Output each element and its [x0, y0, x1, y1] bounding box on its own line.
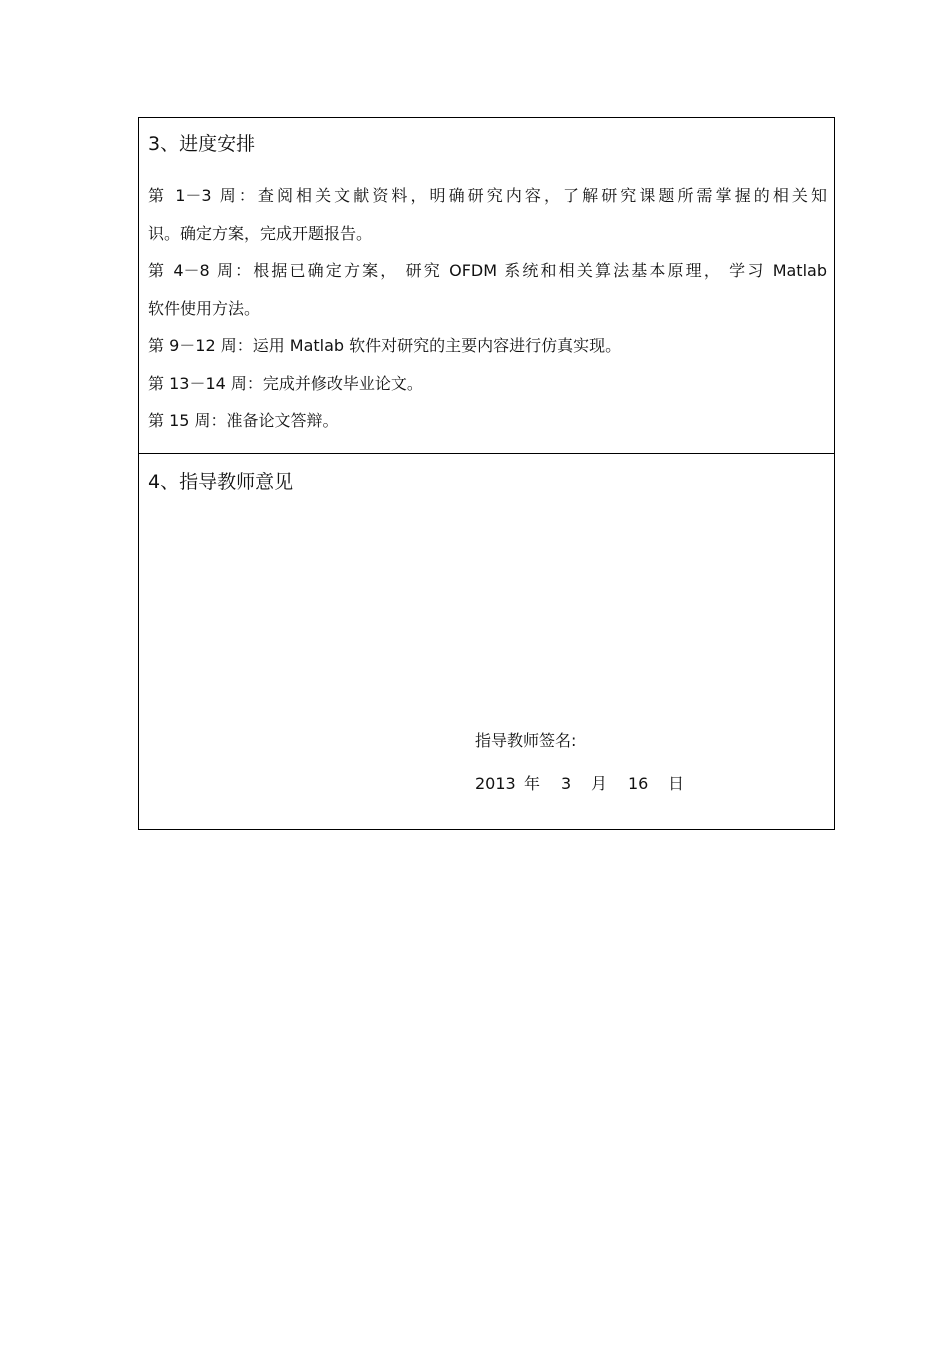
schedule-line: 第 13－14 周：完成并修改毕业论文。	[148, 374, 423, 393]
date-day-unit: 日	[668, 774, 685, 793]
schedule-heading: 3、进度安排	[148, 133, 256, 155]
schedule-line: 第 4－8 周：根据已确定方案， 研究 OFDM 系统和相关算法基本原理， 学习 Matlab	[148, 261, 827, 280]
date-month: 3	[561, 774, 572, 793]
schedule-section	[139, 118, 834, 454]
signature-label: 指导教师签名:	[475, 731, 577, 750]
form-table	[138, 117, 835, 830]
opinion-heading: 4、指导教师意见	[148, 471, 294, 493]
schedule-line: 第 15 周：准备论文答辩。	[148, 411, 339, 430]
advisor-opinion-section	[139, 454, 834, 829]
schedule-line: 识。确定方案，完成开题报告。	[148, 224, 373, 243]
schedule-line: 第 9－12 周：运用 Matlab 软件对研究的主要内容进行仿真实现。	[148, 336, 622, 355]
date-year-unit: 年	[524, 774, 541, 793]
schedule-line: 第 1－3 周：查阅相关文献资料，明确研究内容，了解研究课题所需掌握的相关知	[148, 186, 827, 205]
date-year: 2013	[475, 774, 516, 793]
date-day: 16	[628, 774, 649, 793]
date-month-unit: 月	[591, 774, 608, 793]
schedule-line: 软件使用方法。	[148, 299, 261, 318]
